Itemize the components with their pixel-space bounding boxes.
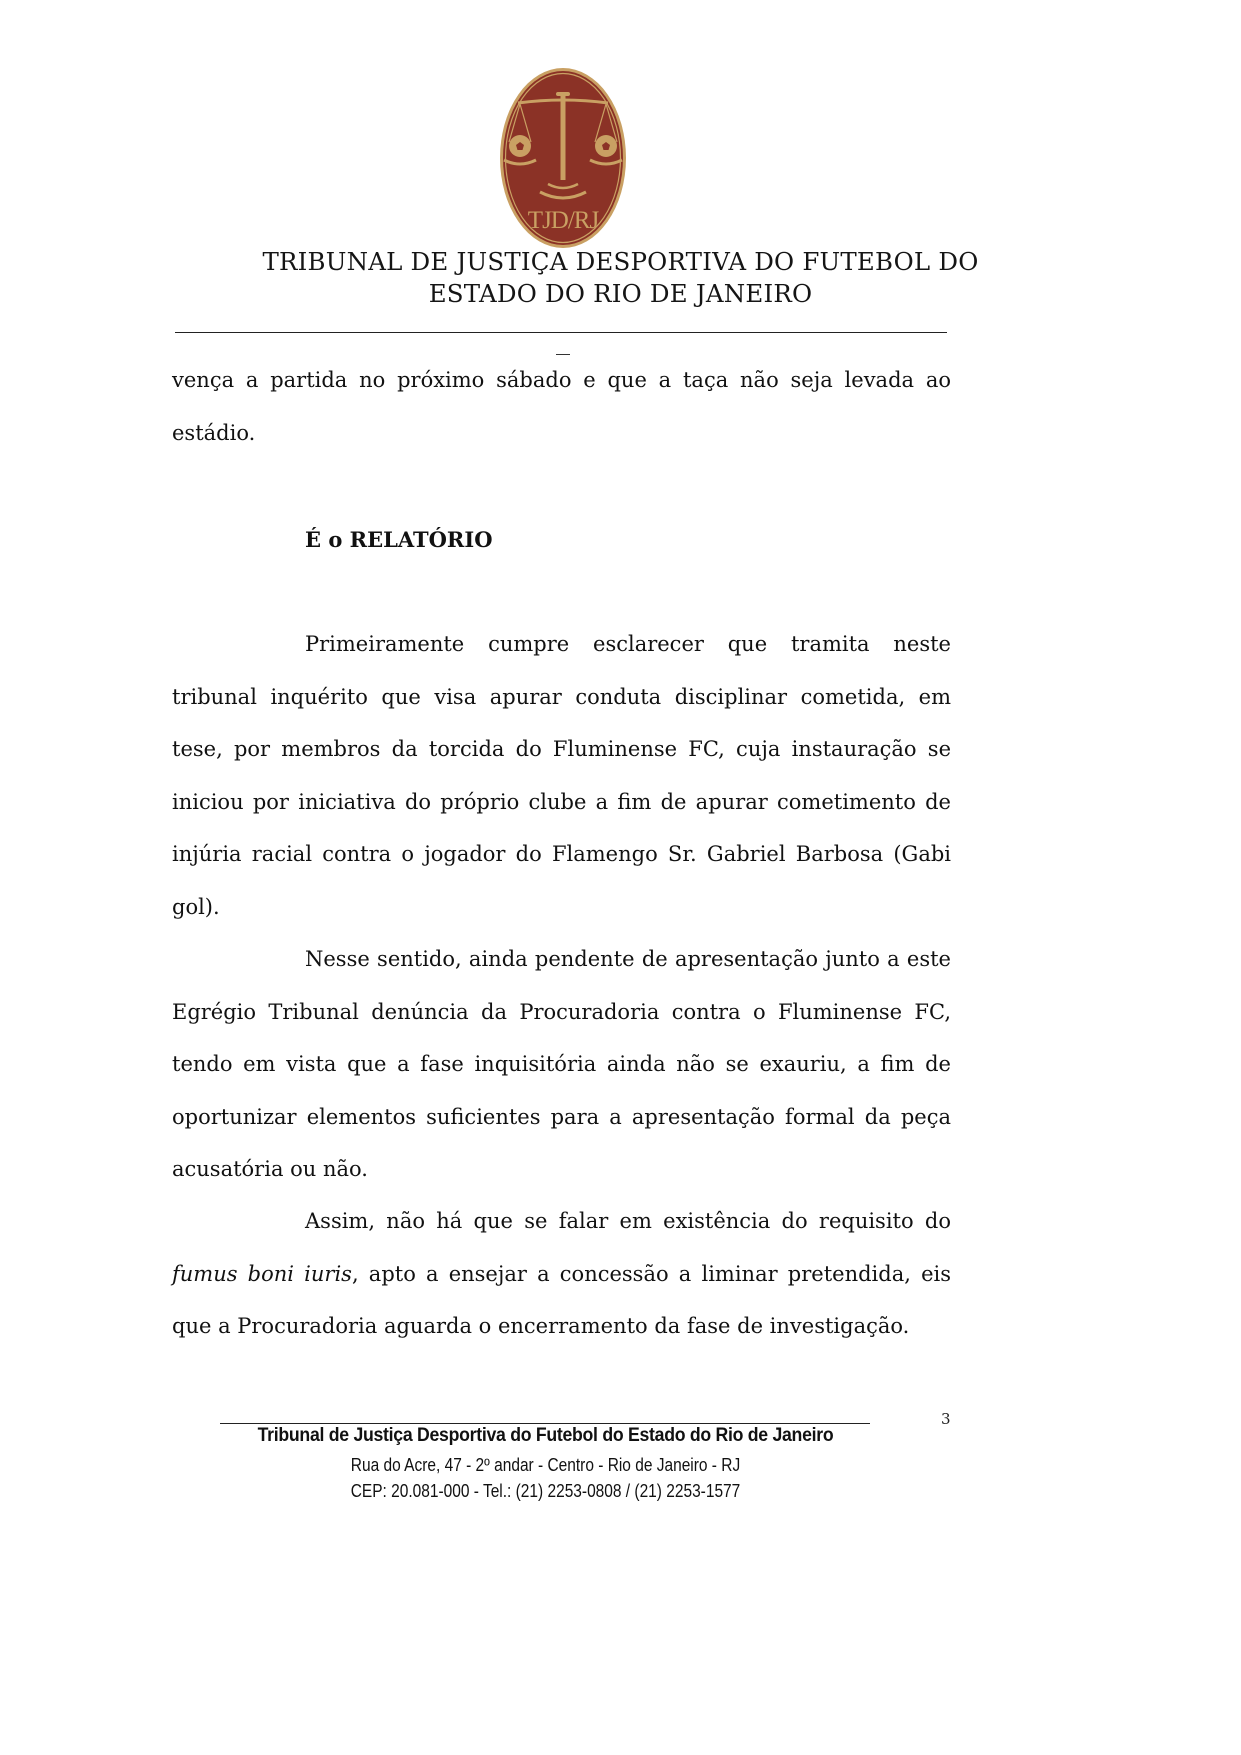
body-line: tribunal inquérito que visa apurar conduta disciplinar cometida, em — [172, 685, 951, 709]
section-heading-relatorio: É o RELATÓRIO — [305, 527, 493, 552]
court-title-line-2: ESTADO DO RIO DE JANEIRO — [428, 279, 813, 308]
body-line: iniciou por iniciativa do próprio clube a fim de apurar cometimento de — [172, 790, 951, 814]
footer-address: Rua do Acre, 47 - 2º andar - Centro - Rio de Janeiro - RJ — [350, 1455, 741, 1475]
body-line: Primeiramente cumpre esclarecer que tramita neste — [305, 632, 951, 656]
body-line: Egrégio Tribunal denúncia da Procuradoria contra o Fluminense FC, — [172, 1000, 951, 1024]
body-line: tese, por membros da torcida do Fluminense FC, cuja instauração se — [172, 737, 951, 761]
body-line: Assim, não há que se falar em existência do requisito do — [305, 1209, 951, 1233]
body-line-latin — [172, 1262, 951, 1292]
body-line: acusatória ou não. — [172, 1157, 368, 1181]
logo-text: TJD/RJ — [527, 207, 599, 234]
body-line: que a Procuradoria aguarda o encerramento da fase de investigação. — [172, 1314, 910, 1338]
latin-term: fumus boni iuris — [172, 1262, 352, 1286]
body-line-rest: , apto a ensejar a concessão a liminar pretendida, eis — [351, 1262, 951, 1286]
body-line: injúria racial contra o jogador do Flamengo Sr. Gabriel Barbosa (Gabi — [172, 842, 951, 866]
body-line: vença a partida no próximo sábado e que a taça não seja levada ao — [172, 368, 951, 392]
body-line: gol). — [172, 895, 220, 919]
header-divider — [175, 332, 947, 333]
tjdrj-logo — [498, 66, 628, 250]
body-line: Nesse sentido, ainda pendente de apresentação junto a este — [305, 947, 951, 971]
stray-underscore — [556, 354, 570, 355]
body-line: oportunizar elementos suficientes para a apresentação formal da peça — [172, 1105, 951, 1129]
court-title-line-1: TRIBUNAL DE JUSTIÇA DESPORTIVA DO FUTEBOL DO — [262, 247, 979, 276]
page-number: 3 — [941, 1410, 951, 1428]
footer-court-name: Tribunal de Justiça Desportiva do Futebol do Estado do Rio de Janeiro — [257, 1425, 834, 1446]
footer-divider — [220, 1423, 870, 1424]
footer-contact: CEP: 20.081-000 - Tel.: (21) 2253-0808 / (21) 2253-1577 — [350, 1481, 741, 1501]
body-line: tendo em vista que a fase inquisitória ainda não se exauriu, a fim de — [172, 1052, 951, 1076]
body-line: estádio. — [172, 421, 256, 445]
